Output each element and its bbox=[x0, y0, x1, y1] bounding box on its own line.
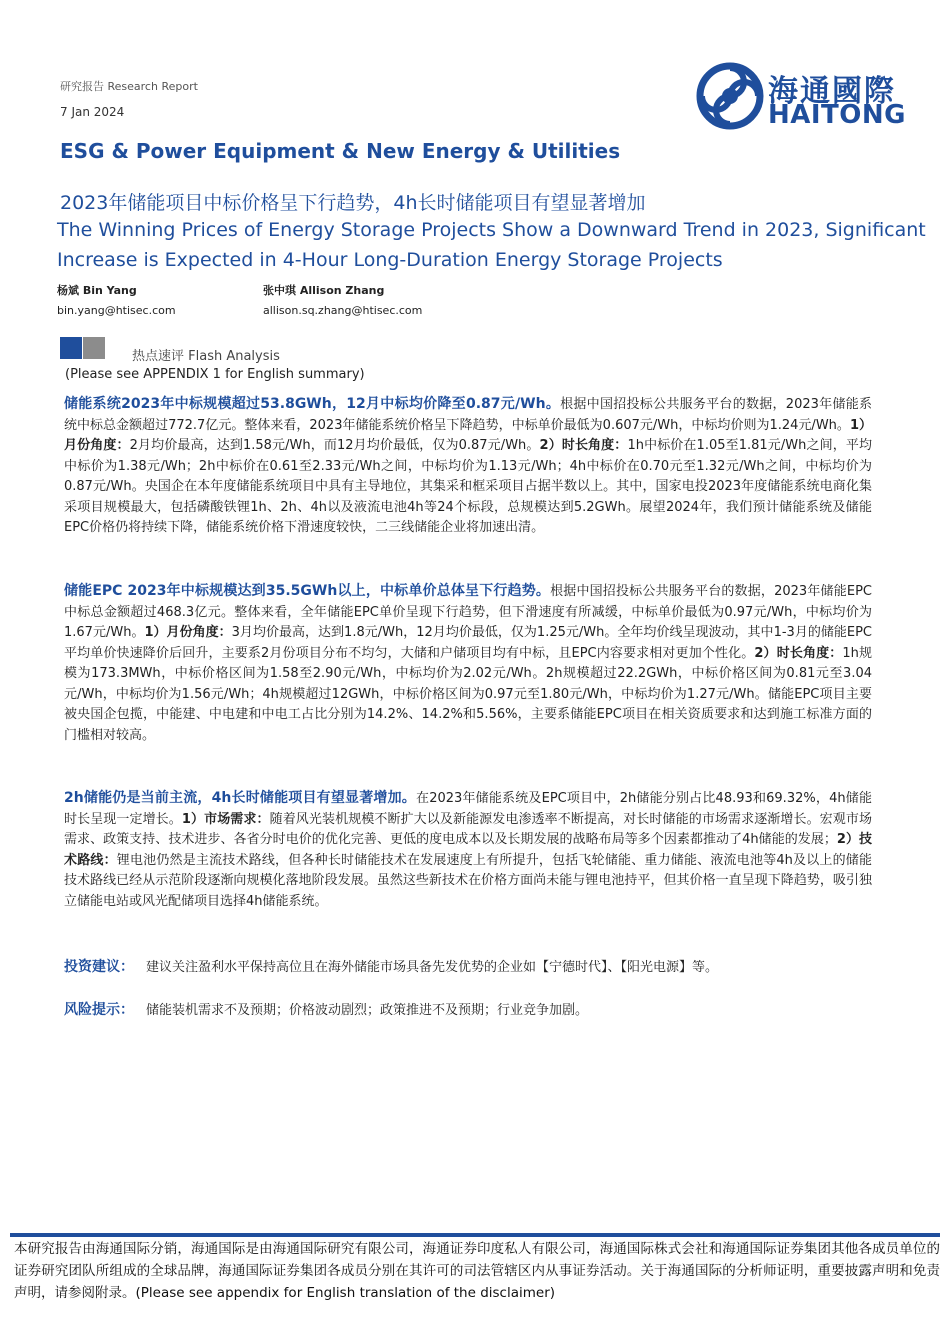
paragraph-subhead: 1）市场需求： bbox=[181, 811, 270, 827]
report-title-cn: 2023年储能项目中标价格呈下行趋势，4h长时储能项目有望显著增加 bbox=[60, 192, 646, 214]
report-title-en-line1: The Winning Prices of Energy Storage Projects Show a Downward Trend in 2023, Significant bbox=[57, 219, 926, 241]
paragraph-text: 在2023年储能系统及EPC项目中，2h储能分别占比48.93和69.32%，4h储能时长呈现一定增长。 bbox=[64, 791, 872, 827]
paragraph-subhead: 2）技术路线： bbox=[64, 832, 873, 868]
report-title-en-line2: Increase is Expected in 4-Hour Long-Duration Energy Storage Projects bbox=[57, 249, 723, 271]
logo-text-cn: 海通國際 bbox=[768, 74, 896, 109]
paragraph-text: 1h中标价在1.05至1.81元/Wh之间，平均中标价为1.38元/Wh；2h中标价在0.61至2.33元/Wh之间，中标均价为1.13元/Wh；4h中标价在0.70元至1.32元/Wh之间，中标均价为0.87元/Wh。央国企在本年度储能系统项目中具有主导地位，其集采和框采项目占据半数以上。其中，国家电投2023年度储能系统电商化集采项目规模最大，包括磷酸铁锂1h、2h、4h以及液流电池4h等24个标段，总规模达到5.2GWh。展望2024年，我们预计储能系统及储能EPC价格仍将持续下降，储能系统价格下滑速度较快，二三线储能企业将加速出清。 bbox=[64, 438, 873, 535]
author-2-name: 张中琪 Allison Zhang bbox=[263, 284, 385, 297]
risk-warning bbox=[64, 999, 588, 1019]
paragraph-text: 3月均价最高，达到1.8元/Wh，12月均价最低，仅为1.25元/Wh。全年均价线呈现波动，其中1-3月的储能EPC平均单价快速降价后回升，主要系2月份项目分布不均匀，大储和户储项目均有中标，且EPC内容要求相对更加个性化。 bbox=[64, 625, 873, 661]
sector-title: ESG & Power Equipment & New Energy & Utilities bbox=[60, 139, 621, 163]
flash-analysis-label: 热点速评 Flash Analysis bbox=[132, 349, 280, 364]
report-type: 研究报告 Research Report bbox=[60, 80, 198, 93]
investment-advice bbox=[64, 956, 718, 976]
flash-marker-gray bbox=[83, 337, 105, 359]
paragraph-subhead: 2）时长角度： bbox=[539, 438, 628, 453]
paragraph-duration-trend bbox=[64, 788, 872, 912]
paragraph-lead: 储能系统2023年中标规模超过53.8GWh，12月中标均价降至0.87元/Wh。 bbox=[64, 396, 561, 412]
paragraph-text: 根据中国招投标公共服务平台的数据，2023年储能EPC中标总金额超过468.3亿元。整体来看，全年储能EPC单价呈现下行趋势，但下滑速度有所减缓，中标单价最低为0.97元/Wh，中标均价为1.67元/Wh。 bbox=[64, 584, 872, 640]
haitong-logo-icon bbox=[696, 62, 764, 130]
paragraph-energy-storage-system bbox=[64, 394, 872, 539]
paragraph-text: 随着风光装机规模不断扩大以及新能源发电渗透率不断提高，对长时储能的市场需求逐渐增长。宏观市场需求、政策支持、技术进步、各省分时电价的优化完善、更低的度电成本以及长期发展的战略布局等多个因素都推动了4h储能的发展； bbox=[64, 811, 872, 847]
footer-divider bbox=[10, 1233, 940, 1237]
paragraph-text: 2月均价最高，达到1.58元/Wh，而12月均价最低，仅为0.87元/Wh。 bbox=[129, 438, 540, 453]
haitong-logo bbox=[696, 62, 906, 136]
appendix-note: (Please see APPENDIX 1 for English summary) bbox=[65, 367, 365, 382]
paragraph-lead: 2h储能仍是当前主流，4h长时储能项目有望显著增加。 bbox=[64, 790, 416, 806]
author-1-name: 杨斌 Bin Yang bbox=[57, 284, 137, 297]
investment-advice-label: 投资建议： bbox=[64, 959, 134, 975]
paragraph-subhead: 1）月份角度： bbox=[64, 417, 872, 453]
paragraph-text: 1h规模为173.3MWh，中标价格区间为1.58至2.90元/Wh，中标均价为2.02元/Wh。2h规模超过22.2GWh，中标价格区间为0.81元至3.04元/Wh，中标均价为1.56元/Wh；4h规模超过12GWh，中标价格区间为0.97元至1.80元/Wh，中标均价为1.27元/Wh。储能EPC项目主要被央国企包揽，中能建、中电建和中电工占比分别为14.2%、14.2%和5.56%，主要系储能EPC项目在相关资质要求和达到施工标准方面的门槛相对较高。 bbox=[64, 645, 873, 743]
paragraph-text: 根据中国招投标公共服务平台的数据，2023年储能系统中标总金额超过772.7亿元。整体来看，2023年储能系统价格呈下降趋势，中标单价最低为0.607元/Wh，中标均价则为1.24元/Wh。 bbox=[64, 397, 872, 433]
paragraph-energy-storage-epc bbox=[64, 581, 872, 746]
paragraph-subhead: 1）月份角度： bbox=[144, 625, 232, 640]
investment-advice-text: 建议关注盈利水平保持高位且在海外储能市场具备先发优势的企业如【宁德时代】、【阳光电源】等。 bbox=[146, 960, 719, 975]
flash-marker-blue bbox=[60, 337, 82, 359]
paragraph-text: 锂电池仍然是主流技术路线，但各种长时储能技术在发展速度上有所提升，包括飞轮储能、重力储能、液流电池等4h及以上的储能技术路线已经从示范阶段逐渐向规模化落地阶段发展。虽然这些新技术在价格方面尚未能与锂电池持平，但其价格一直呈现下降趋势，吸引独立储能电站或风光配储项目选择4h储能系统。 bbox=[64, 852, 872, 909]
author-1-email[interactable]: bin.yang@htisec.com bbox=[57, 304, 176, 317]
logo-text-en: HAITONG bbox=[768, 100, 906, 130]
paragraph-lead: 储能EPC 2023年中标规模达到35.5GWh以上，中标单价总体呈下行趋势。 bbox=[64, 583, 551, 599]
risk-warning-text: 储能装机需求不及预期；价格波动剧烈；政策推进不及预期；行业竞争加剧。 bbox=[146, 1003, 589, 1018]
author-2-email[interactable]: allison.sq.zhang@htisec.com bbox=[263, 304, 423, 317]
footer-disclaimer: 本研究报告由海通国际分销，海通国际是由海通国际研究有限公司，海通证券印度私人有限公司，海通国际株式会社和海通国际证券集团其他各成员单位的证券研究团队所组成的全球品牌，海通国际证券集团各成员分别在其许可的司法管辖区内从事证券活动。关于海通国际的分析师证明，重要披露声明和免责声明，请参阅附录。(Please see appendix for English translation of the disclaimer) bbox=[14, 1241, 940, 1301]
risk-warning-label: 风险提示： bbox=[64, 1002, 134, 1018]
report-date: 7 Jan 2024 bbox=[60, 105, 125, 119]
paragraph-subhead: 2）时长角度： bbox=[754, 645, 843, 661]
